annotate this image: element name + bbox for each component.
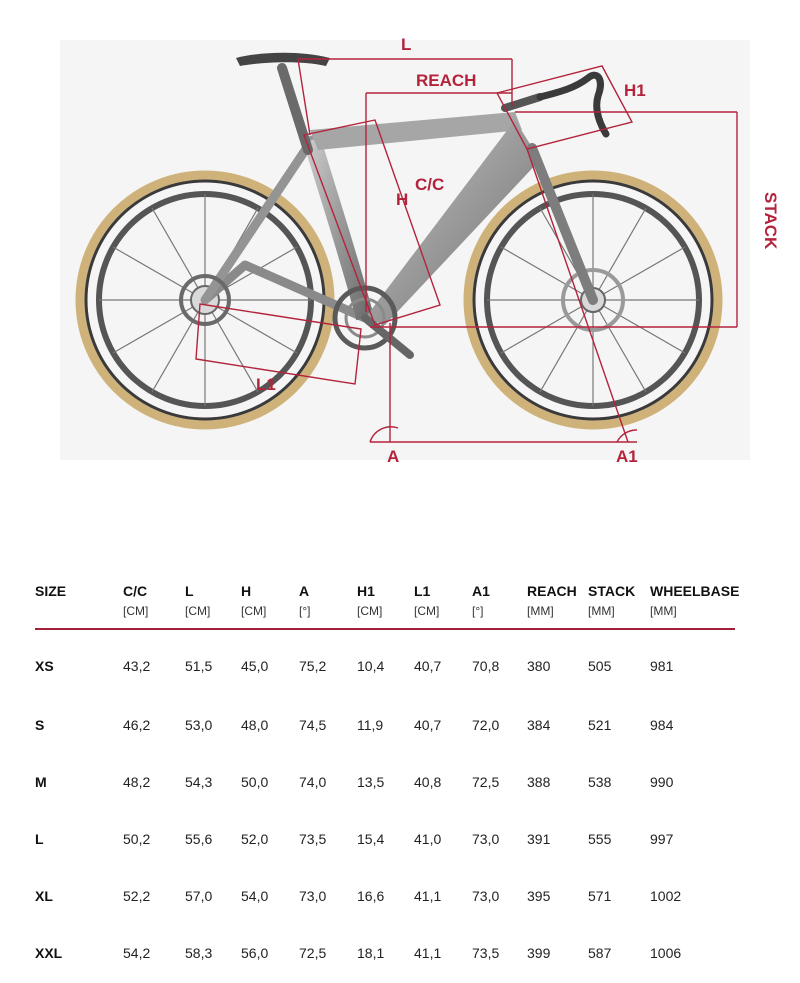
column-header-label: L [185,583,194,599]
table-cell: 40,7 [414,716,442,733]
table-row [35,810,735,867]
table-cell: 571 [588,887,612,904]
table-cell: 399 [527,944,551,961]
column-header [472,578,527,629]
table-cell: 43,2 [123,658,151,674]
column-header [185,578,241,629]
table-cell: 54,0 [241,887,269,904]
column-header-label: L1 [414,583,431,599]
size-cell: L [35,830,44,847]
table-cell: 41,0 [414,830,442,847]
table-cell: 15,4 [357,830,385,847]
column-header [357,578,414,629]
label-a: A [387,447,400,466]
table-row [35,924,735,981]
table-cell: 16,6 [357,887,385,904]
column-header-unit: [MM] [527,604,554,618]
table-cell: 50,2 [123,830,151,847]
table-cell: 56,0 [241,944,269,961]
column-header-unit: [CM] [357,604,383,618]
table-cell: 50,0 [241,773,269,790]
table-cell: 388 [527,773,551,790]
column-header-label: A1 [472,583,490,599]
column-header [414,578,472,629]
table-cell: 58,3 [185,944,213,961]
table-header-row [35,578,735,629]
label-reach: REACH [416,71,477,90]
table-cell: 48,2 [123,773,151,790]
column-header [123,578,185,629]
label-h: H [396,190,409,209]
table-cell: 54,2 [123,944,151,961]
table-row [35,867,735,924]
table-cell: 70,8 [472,658,500,674]
label-l1: L1 [256,375,276,394]
table-cell: 997 [650,830,674,847]
column-header-label: H1 [357,583,375,599]
table-cell: 395 [527,887,551,904]
table-cell: 45,0 [241,658,269,674]
table-cell: 52,2 [123,887,151,904]
column-header-label: H [241,583,252,599]
table-cell: 75,2 [299,658,327,674]
column-header-unit: [CM] [185,604,211,618]
table-cell: 48,0 [241,716,269,733]
table-cell: 1006 [650,944,682,961]
column-header [527,578,588,629]
column-header-unit: [CM] [241,604,267,618]
column-header-label: C/C [123,583,148,599]
table-cell: 55,6 [185,830,213,847]
size-cell: XL [35,887,53,904]
column-header [35,578,123,629]
table-cell: 587 [588,944,612,961]
table-cell: 18,1 [357,944,385,961]
table-cell: 52,0 [241,830,269,847]
label-h1: H1 [624,81,646,100]
table-cell: 74,5 [299,716,327,733]
table-cell: 555 [588,830,612,847]
table-cell: 51,5 [185,658,213,674]
column-header-label: SIZE [35,583,67,599]
column-header [588,578,650,629]
label-stack: STACK [761,192,780,250]
table-cell: 53,0 [185,716,213,733]
table-cell: 73,0 [472,830,500,847]
table-cell: 40,7 [414,658,442,674]
column-header [299,578,357,629]
table-row [35,629,735,696]
column-header-unit: [°] [299,604,311,618]
column-header-label: A [299,583,310,599]
size-cell: XS [35,658,54,674]
label-l: L [401,35,412,54]
table-cell: 11,9 [357,716,384,733]
table-cell: 73,5 [472,944,500,961]
table-cell: 41,1 [414,944,442,961]
table-cell: 73,0 [299,887,327,904]
table-cell: 72,5 [472,773,500,790]
size-cell: S [35,716,45,733]
table-cell: 73,0 [472,887,500,904]
table-cell: 74,0 [299,773,327,790]
size-cell: XXL [35,944,63,961]
label-a1: A1 [616,447,638,466]
table-row [35,696,735,753]
column-header [241,578,299,629]
table-cell: 380 [527,658,551,674]
table-cell: 981 [650,658,674,674]
table-cell: 72,0 [472,716,500,733]
column-header-unit: [CM] [123,604,149,618]
table-body [35,629,735,981]
table-cell: 72,5 [299,944,327,961]
column-header-unit: [°] [472,604,484,618]
table-row [35,753,735,810]
table-cell: 384 [527,716,551,733]
column-header-label: STACK [588,583,636,599]
table-cell: 1002 [650,887,682,904]
table-cell: 505 [588,658,612,674]
table-cell: 13,5 [357,773,385,790]
table-cell: 46,2 [123,716,151,733]
label-cc: C/C [415,175,445,194]
geometry-table [35,578,740,981]
size-cell: M [35,773,47,790]
table-cell: 391 [527,830,551,847]
table-cell: 984 [650,716,674,733]
table-cell: 57,0 [185,887,213,904]
column-header-unit: [MM] [588,604,615,618]
table-cell: 41,1 [414,887,442,904]
column-header [650,578,740,629]
column-header-unit: [CM] [414,604,440,618]
table-cell: 538 [588,773,612,790]
table-cell: 54,3 [185,773,213,790]
column-header-label: REACH [527,583,577,599]
table-cell: 10,4 [357,658,385,674]
table-cell: 990 [650,773,674,790]
column-header-unit: [MM] [650,604,677,618]
column-header-label: WHEELBASE [650,583,740,599]
table-cell: 521 [588,716,612,733]
table-cell: 73,5 [299,830,327,847]
table-cell: 40,8 [414,773,442,790]
